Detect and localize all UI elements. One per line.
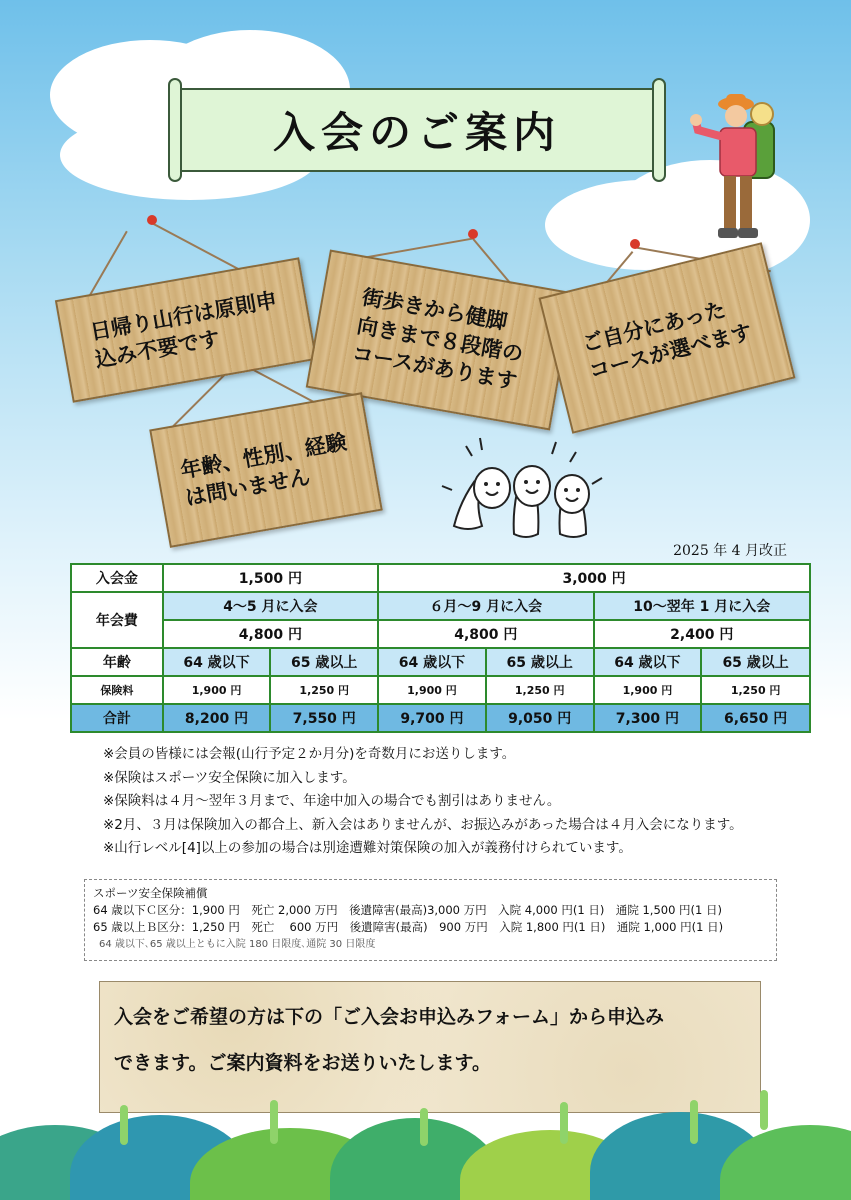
hiker-illustration: [688, 92, 798, 252]
age-over-cell: 65 歳以上: [270, 648, 378, 676]
annual-fee-value: 2,400 円: [594, 620, 810, 648]
insurance-value: 1,900 円: [594, 676, 702, 704]
revision-date: 2025 年 4 月改正: [673, 543, 787, 559]
insurance-line: 64 歳以下Ｃ区分：1,900 円 死亡 2,000 万円 後遺障害(最高)3,000 万円 入院 4,000 円(1 日) 通院 1,500 円(1 日): [93, 903, 723, 917]
insurance-line: 65 歳以上Ｂ区分：1,250 円 死亡 600 万円 後遺障害(最高) 900 万円 入院 1,800 円(1 日) 通院 1,000 円(1 日): [93, 920, 724, 934]
total-label: 合計: [71, 704, 163, 732]
age-under-cell: 64 歳以下: [594, 648, 702, 676]
tree: [420, 1108, 428, 1146]
age-row: [71, 648, 810, 676]
happy-characters-illustration: [436, 432, 616, 552]
application-line: できます。ご案内資料をお送りいたします。: [114, 1052, 491, 1074]
insurance-value: 1,250 円: [270, 676, 378, 704]
note-item: ※保険はスポーツ安全保険に加入します。: [103, 769, 356, 786]
scroll-roll-right: [652, 78, 666, 182]
period-label: 4～5 月に入会: [163, 592, 378, 620]
fee-table: [70, 563, 811, 733]
insurance-row: [71, 676, 810, 704]
age-under-cell: 64 歳以下: [163, 648, 271, 676]
sign-no-restriction: 年齢、性別、経験 は問いません: [149, 392, 383, 548]
total-value: 6,650 円: [701, 704, 810, 732]
notes-list: [103, 743, 743, 861]
tree: [560, 1102, 568, 1144]
sign-pin: [630, 239, 640, 249]
entry-fee-label: 入会金: [71, 564, 163, 592]
tree: [120, 1105, 128, 1145]
period-label: ６月～9 月に入会: [378, 592, 593, 620]
annual-period-row: [71, 592, 810, 620]
sign-choose-course: ご自分にあった コースが選べます: [538, 242, 795, 433]
insurance-value: 1,900 円: [163, 676, 271, 704]
application-line: 入会をご希望の方は下の「ご入会お申込みフォーム」から申込み: [114, 1006, 665, 1028]
note-item: ※山行レベル[4]以上の参加の場合は別途遭難対策保険の加入が義務付けられています。: [103, 840, 632, 856]
total-value: 7,550 円: [270, 704, 378, 732]
age-under-cell: 64 歳以下: [378, 648, 486, 676]
total-value: 9,700 円: [378, 704, 486, 732]
sign-pin: [147, 215, 157, 225]
sign-courses: 街歩きから健脚 向きまで８段階の コースがあります: [306, 250, 575, 431]
scroll-roll-left: [168, 78, 182, 182]
insurance-value: 1,250 円: [486, 676, 594, 704]
insurance-coverage-box: [84, 879, 777, 961]
total-value: 7,300 円: [594, 704, 702, 732]
total-value: 9,050 円: [486, 704, 594, 732]
application-message-box: [99, 981, 761, 1113]
annual-fee-row: [71, 620, 810, 648]
age-over-cell: 65 歳以上: [701, 648, 810, 676]
entry-fee-value: 3,000 円: [378, 564, 810, 592]
sign-day-trip: 日帰り山行は原則申 込み不要です: [55, 257, 317, 402]
entry-fee-value: 1,500 円: [163, 564, 378, 592]
period-label: 10～翌年 1 月に入会: [594, 592, 810, 620]
note-item: ※会員の皆様には会報(山行予定２か月分)を奇数月にお送りします。: [103, 746, 516, 762]
annual-fee-value: 4,800 円: [378, 620, 593, 648]
entry-fee-row: [71, 564, 810, 592]
total-row: [71, 704, 810, 732]
insurance-value: 1,900 円: [378, 676, 486, 704]
insurance-footnote: 64 歳以下､65 歳以上ともに入院 180 日限度､通院 30 日限度: [99, 939, 376, 950]
insurance-label: 保険料: [71, 676, 163, 704]
title-banner: [178, 88, 656, 172]
page-title: 入会のご案内: [272, 108, 561, 157]
tree: [270, 1100, 278, 1144]
age-label: 年齢: [71, 648, 163, 676]
sign-pin: [468, 229, 478, 239]
tree: [760, 1090, 768, 1130]
annual-fee-label: 年会費: [71, 592, 163, 648]
insurance-value: 1,250 円: [701, 676, 810, 704]
age-over-cell: 65 歳以上: [486, 648, 594, 676]
note-item: ※保険料は４月～翌年３月まで、年途中加入の場合でも割引はありません。: [103, 793, 561, 809]
tree: [690, 1100, 698, 1144]
total-value: 8,200 円: [163, 704, 271, 732]
insurance-title: スポーツ安全保険補償: [93, 886, 208, 900]
annual-fee-value: 4,800 円: [163, 620, 378, 648]
note-item: ※2月、３月は保険加入の都合上、新入会はありませんが、お振込みがあった場合は４月入会になります。: [103, 816, 743, 833]
